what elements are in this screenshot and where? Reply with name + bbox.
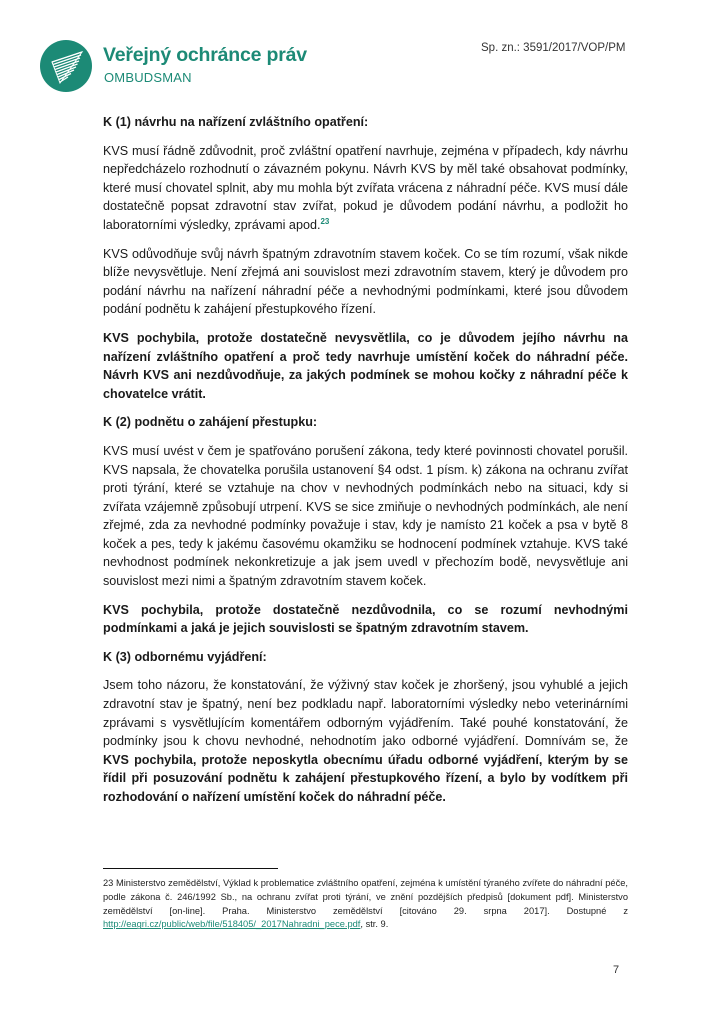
section-heading-1: K (1) návrhu na nařízení zvláštního opatření: <box>103 115 369 129</box>
reference-number: Sp. zn.: 3591/2017/VOP/PM <box>481 42 626 54</box>
finding-text: KVS pochybila, protože neposkytla obecnímu úřadu odborné vyjádření, kterým by se řídil při posuzování podnětu k zahájení přestupkového řízení, a bylo by vodítkem při rozhodování o nařízení umístění koček do náhradní péče. <box>103 752 628 804</box>
paragraph <box>103 142 628 235</box>
footnote-separator <box>103 868 278 869</box>
footnote-reference-link[interactable]: 23 <box>320 216 330 226</box>
footnote-23 <box>103 877 628 932</box>
paragraph: KVS musí uvést v čem je spatřováno porušení zákona, tedy které povinnosti chovatel porušil. KVS napsala, že chovatelka porušila ustanovení §4 odst. 1 písm. k) zákona na ochranu zvířat proti týrání, které se vztahuje na chov v nevhodných podmínkách nebo na situaci, kdy si zvířata vzájemně způsobují utrpení. KVS se sice zmiňuje o nevhodných podmínkách, ale není zřejmé, zda za nevhodné podmínky považuje i stav, kdy je namísto 21 koček a psa v bytě 8 koček a pes, tedy k jakému časovému okamžiku se hodnocení podmínek vztahuje. KVS také nevhodnost podmínek nekonkretizuje a jak jsem uvedl v přechozím bodě, nevysvětluje ani souvislost mezi nimi a špatným zdravotním stavem koček. <box>103 443 628 589</box>
page-header <box>0 0 724 110</box>
paragraph-text: Jsem toho názoru, že konstatování, že výživný stav koček je zhoršený, jsou vyhublé a jejich zdravotní stav je špatný, není bez podkladu např. laboratorními výsledky nebo veterinárními zprávami s vysvětlujícím komentářem odborným vyjádřením. Také pouhé konstatování, že podmínky jsou k chovu nevhodné, nehodnotím jako odborné vyjádření. Domnívám se, že <box>103 678 628 749</box>
footnote-number: 23 <box>103 878 114 888</box>
paragraph <box>103 676 628 806</box>
document-body <box>103 113 628 817</box>
section-heading-2: K (2) podnětu o zahájení přestupku: <box>103 415 318 430</box>
ombudsman-logo-icon <box>40 40 92 92</box>
footnote-link[interactable]: http://eagri.cz/public/web/file/518405/_2017Nahradni_pece.pdf <box>103 919 361 930</box>
brand-title: Veřejný ochránce práv <box>103 44 307 66</box>
footnote-suffix: , str. 9. <box>360 919 389 930</box>
brand-subtitle: OMBUDSMAN <box>104 70 192 85</box>
footnote-text: Ministerstvo zemědělství, Výklad k problematice zvláštního opatření, zejména k umístění týraného zvířete do náhradní péče, podle zákona č. 246/1992 Sb., na ochranu zvířat proti týrání, ve znění pozdějších předpisů [dokument pdf]. Ministerstvo zemědělství [on-line]. Praha. Ministerstvo zemědělství [citováno 29. srpna 2017]. Dostupné z <box>103 878 628 916</box>
finding-paragraph: KVS pochybila, protože dostatečně nevysvětlila, co je důvodem jejího návrhu na nařízení zvláštního opatření a proč tedy navrhuje umístění koček do náhradní péče. Návrh KVS ani nezdůvodňuje, za jakých podmínek se mohou kočky z náhradní péče k chovatelce vrátit. <box>103 330 628 401</box>
paragraph-text: KVS musí řádně zdůvodnit, proč zvláštní opatření navrhuje, zejména v případech, kdy návrhu nepředcházelo rozhodnutí o závazném pokynu. Návrh KVS by měl také obsahovat podmínky, které musí chovatel splnit, aby mu mohla být zvířata vrácena z náhradní péče. KVS musí dále dostatečně popsat zdravotní stav zvířat, pokud je důvodem podání návrhu, a podložit ho laboratorními výsledky, zprávami apod. <box>103 143 628 232</box>
page-number: 7 <box>613 964 620 976</box>
finding-paragraph: KVS pochybila, protože dostatečně nezdůvodnila, co se rozumí nevhodnými podmínkami a jaká je jejich souvislosti se špatným zdravotním stavem. <box>103 602 628 636</box>
paragraph: KVS odůvodňuje svůj návrh špatným zdravotním stavem koček. Co se tím rozumí, však nikde blíže nevysvětluje. Není zřejmá ani souvislost mezi zdravotním stavem, který je důvodem pro podání návrhu na nařízení náhradní péče a nevhodnými podmínkami, které jsou důvodem podání podnětu k zahájení přestupkového řízení. <box>103 246 628 317</box>
section-heading-3: K (3) odbornému vyjádření: <box>103 649 267 664</box>
